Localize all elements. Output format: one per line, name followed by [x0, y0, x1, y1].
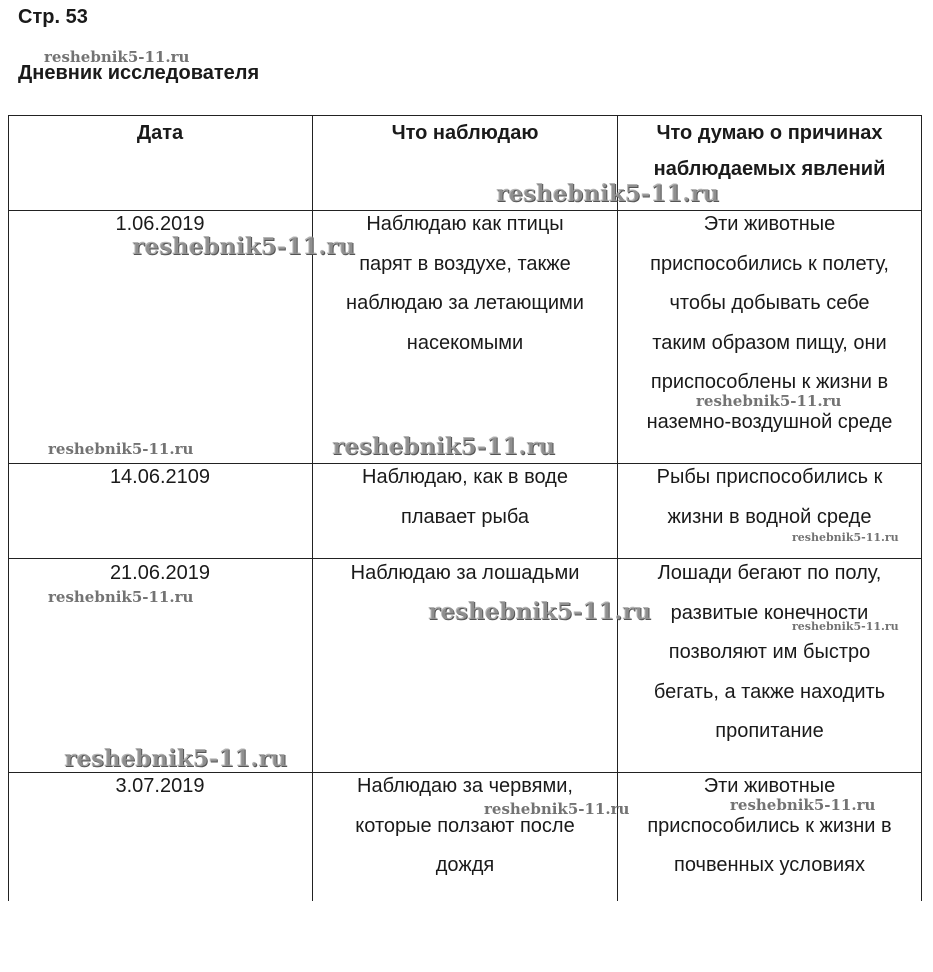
- watermark: reshebnik5-11.ru: [428, 598, 651, 625]
- reason-line: жизни в водной среде: [667, 505, 872, 528]
- watermark: reshebnik5-11.ru: [730, 796, 876, 814]
- reason-line: чтобы добывать себе: [669, 292, 870, 314]
- date-text: 3.07.2019: [115, 775, 205, 797]
- watermark: reshebnik5-11.ru: [792, 531, 899, 544]
- observation-line: Наблюдаю как птицы: [366, 213, 564, 235]
- reason-line: Эти животные: [703, 775, 836, 797]
- watermark: reshebnik5-11.ru: [48, 440, 194, 458]
- column-header-observation: [313, 115, 617, 151]
- header-line: Что думаю о причинах: [656, 122, 883, 144]
- document-title: Дневник исследователя: [18, 62, 260, 84]
- table-border-right: [921, 115, 922, 901]
- watermark: reshebnik5-11.ru: [132, 233, 355, 260]
- observation-line: парят в воздухе, также: [359, 252, 571, 275]
- reason-line: таким образом пищу, они: [652, 331, 887, 354]
- date-cell: [8, 205, 312, 245]
- reason-line: Эти животные: [703, 213, 836, 235]
- date-cell: [8, 554, 312, 594]
- watermark: reshebnik5-11.ru: [792, 620, 899, 633]
- date-text: 14.06.2109: [109, 466, 211, 488]
- observation-line: насекомыми: [406, 331, 524, 354]
- reason-line: пропитание: [715, 720, 824, 742]
- watermark: reshebnik5-11.ru: [696, 392, 842, 410]
- reason-line: приспособились к полету,: [650, 252, 889, 275]
- observation-cell: [313, 554, 617, 594]
- observation-line: дождя: [435, 854, 495, 876]
- observation-line: Наблюдаю, как в воде: [362, 466, 568, 488]
- watermark: reshebnik5-11.ru: [44, 48, 190, 66]
- reason-line: наземно-воздушной среде: [646, 410, 893, 433]
- reason-line: развитые конечности: [670, 601, 869, 624]
- reason-cell: [618, 554, 921, 752]
- header-line: Дата: [136, 122, 184, 144]
- reason-line: приспособились к жизни в: [647, 814, 892, 837]
- date-cell: [8, 767, 312, 807]
- reason-cell: [618, 767, 921, 886]
- watermark: reshebnik5-11.ru: [484, 800, 630, 818]
- header-line: наблюдаемых явлений: [653, 158, 886, 180]
- reason-line: бегать, а также находить: [653, 680, 886, 703]
- reason-line: Рыбы приспособились к: [656, 466, 883, 488]
- reason-line: почвенных условиях: [674, 854, 865, 876]
- reason-line: Лошади бегают по полу,: [657, 562, 882, 584]
- reason-cell: [618, 458, 921, 537]
- page-number-label: Стр. 53: [18, 6, 88, 28]
- reason-line: приспособлены к жизни в: [650, 371, 889, 393]
- research-diary-table: [8, 115, 922, 901]
- observation-cell: [313, 458, 617, 537]
- watermark: reshebnik5-11.ru: [496, 180, 719, 207]
- watermark: reshebnik5-11.ru: [64, 745, 287, 772]
- date-text: 21.06.2019: [109, 562, 211, 584]
- observation-cell: [313, 767, 617, 886]
- reason-line: позволяют им быстро: [668, 641, 871, 663]
- column-header-date: [8, 115, 312, 151]
- header-line: Что наблюдаю: [391, 122, 539, 144]
- observation-line: наблюдаю за летающими: [346, 292, 584, 314]
- date-cell: [8, 458, 312, 498]
- observation-line: плавает рыба: [401, 505, 529, 528]
- watermark: reshebnik5-11.ru: [332, 433, 555, 460]
- observation-cell: [313, 205, 617, 363]
- observation-line: Наблюдаю за червями,: [357, 775, 573, 797]
- observation-line: Наблюдаю за лошадьми: [350, 562, 580, 584]
- watermark: reshebnik5-11.ru: [48, 588, 194, 606]
- observation-line: которые ползают после: [355, 814, 575, 837]
- column-header-reason: [618, 115, 921, 187]
- date-text: 1.06.2019: [115, 213, 205, 235]
- reason-cell: [618, 205, 921, 442]
